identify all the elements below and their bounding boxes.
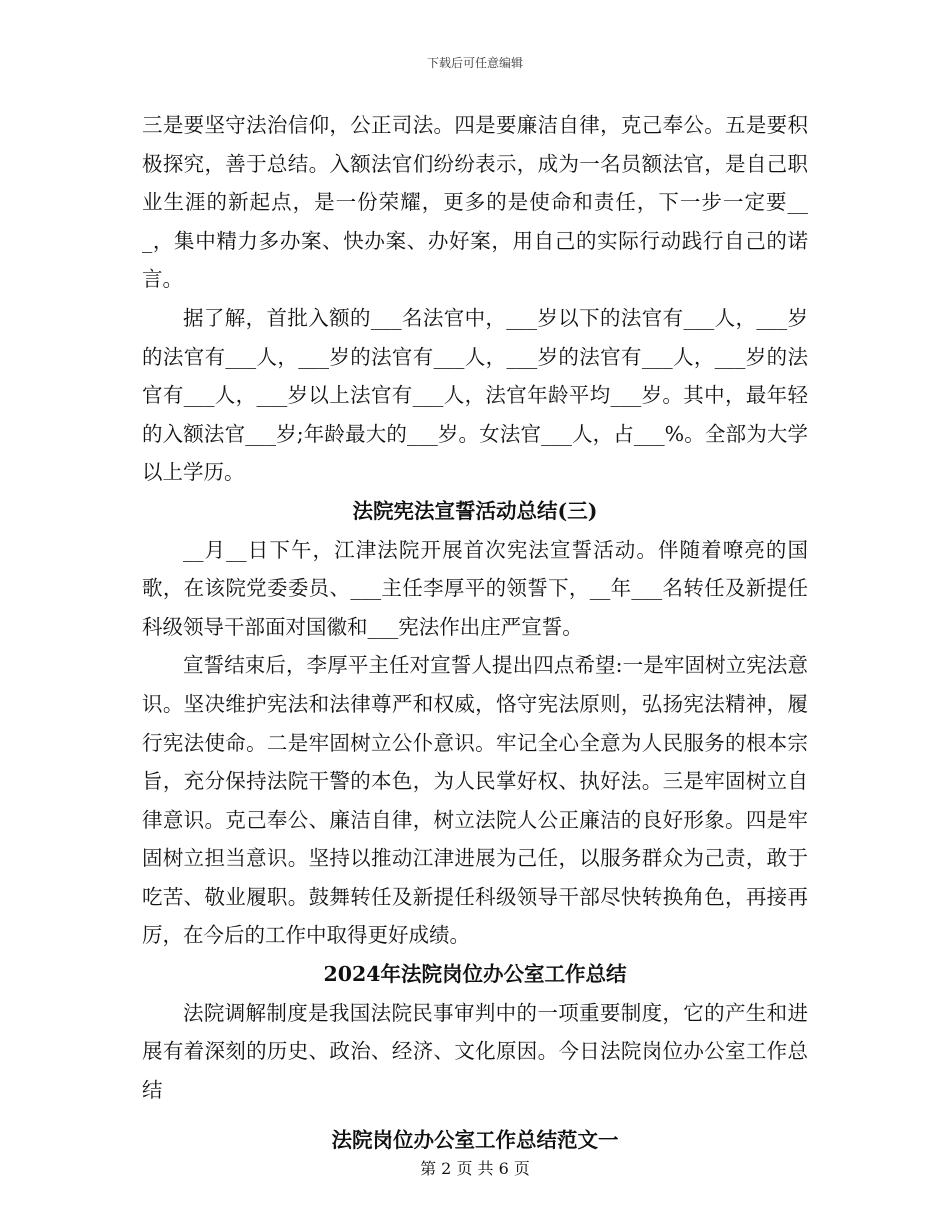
section-heading-office-summary: 2024年法院岗位办公室工作总结 — [323, 962, 627, 987]
document-body — [142, 106, 808, 1160]
section-heading-oath-activity: 法院宪法宣誓活动总结(三) — [352, 498, 598, 523]
paragraph-oath-event: __月__日下午，江津法院开展首次宪法宣誓活动。伴随着嘹亮的国歌，在该院党委委员、___主任李厚平的领誓下，__年___名转任及新提任科级领导干部面对国徽和___宪法作出庄严宣誓。 — [142, 537, 808, 639]
paragraph-oath-hopes-end: 三是要坚守法治信仰，公正司法。四是要廉洁自律，克己奉公。五是要积极探究，善于总结。入额法官们纷纷表示，成为一名员额法官，是自己职业生涯的新起点，是一份荣耀，更多的是使命和责任，下一步一定要___，集中精力多办案、快办案、办好案，用自己的实际行动践行自己的诺言。 — [142, 113, 808, 292]
page-number: 第 2 页 共 6 页 — [420, 1159, 530, 1178]
paragraph-judge-statistics: 据了解，首批入额的___名法官中，___岁以下的法官有___人，___岁的法官有___人，___岁的法官有___人，___岁的法官有___人，___岁的法官有___人，___岁以上法官有___人，法官年龄平均___岁。其中，最年轻的入额法官___岁;年龄最大的___岁。女法官___人，占___%。全部为大学以上学历。 — [142, 305, 808, 485]
section-heading-sample-one: 法院岗位办公室工作总结范文一 — [331, 1128, 619, 1153]
paragraph-four-hopes: 宣誓结束后，李厚平主任对宣誓人提出四点希望:一是牢固树立宪法意识。坚决维护宪法和法律尊严和权威，恪守宪法原则，弘扬宪法精神，履行宪法使命。二是牢固树立公仆意识。牢记全心全意为人民服务的根本宗旨，充分保持法院干警的本色，为人民掌好权、执好法。三是牢固树立自律意识。克己奉公、廉洁自律，树立法院人公正廉洁的良好形象。四是牢固树立担当意识。坚持以推动江津进展为己任，以服务群众为己责，敢于吃苦、敬业履职。鼓舞转任及新提任科级领导干部尽快转换角色，再接再厉，在今后的工作中取得更好成绩。 — [142, 653, 808, 948]
paragraph-mediation-system: 法院调解制度是我国法院民事审判中的一项重要制度，它的产生和进展有着深刻的历史、政治、经济、文化原因。今日法院岗位办公室工作总结 — [142, 1000, 808, 1102]
header-note: 下载后可任意编辑 — [426, 56, 523, 70]
